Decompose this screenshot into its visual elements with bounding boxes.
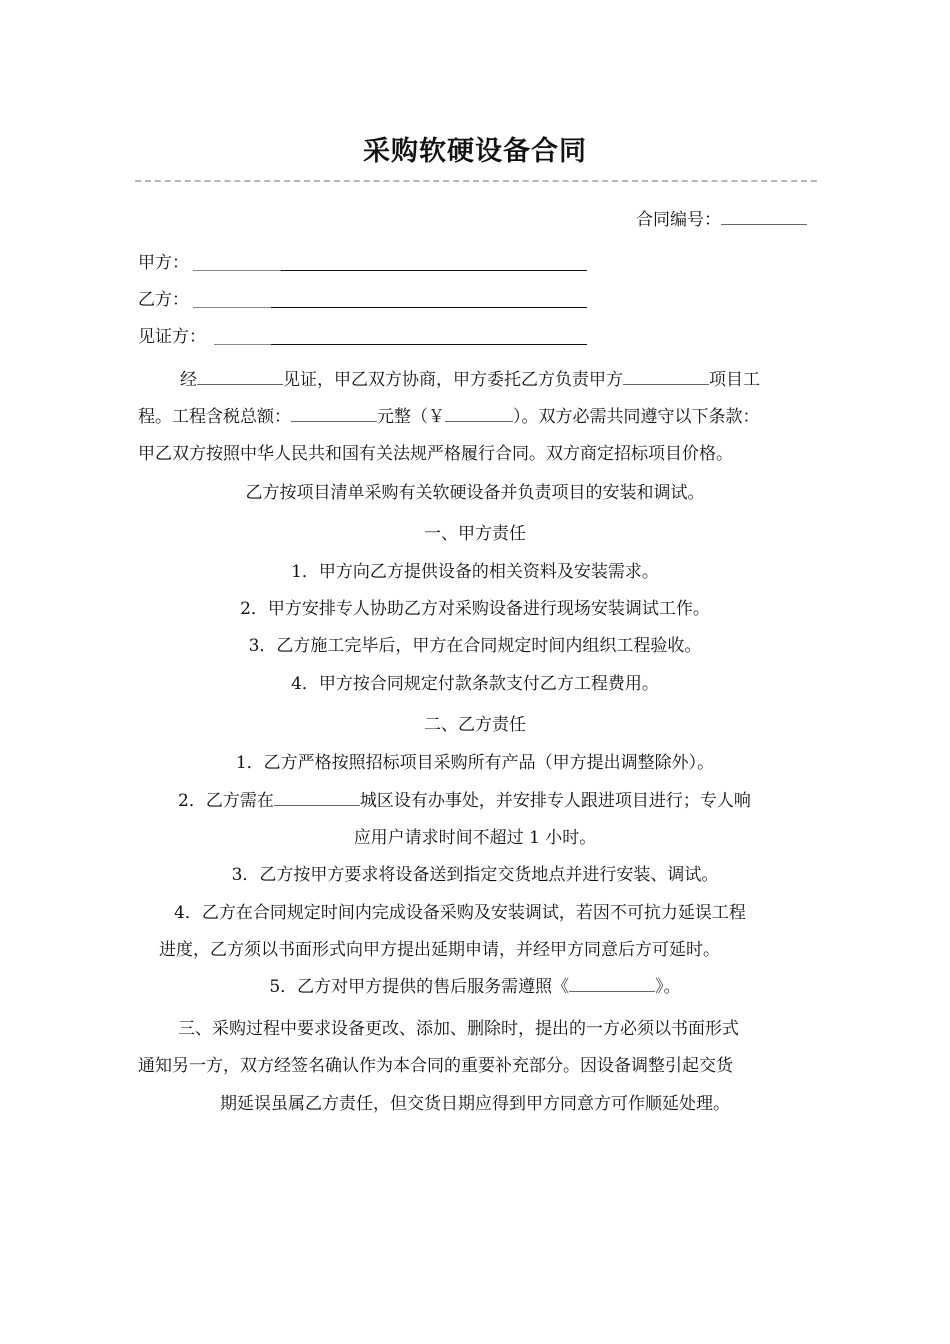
section-3-line-2: 通知另一方，双方经签名确认作为本合同的重要补充部分。因设备调整引起交货	[138, 1056, 733, 1076]
section-2-item-2-line-2: 应用户请求时间不超过 1 小时。	[353, 828, 597, 848]
service-standard-blank[interactable]	[569, 975, 655, 992]
total-amount-words-blank[interactable]	[291, 405, 377, 422]
witness-name-blank[interactable]	[197, 368, 283, 385]
party-b-prefix-line	[193, 307, 271, 308]
intro-text: 见证，甲乙双方协商，甲方委托乙方负责甲方	[283, 370, 623, 390]
party-a-label: 甲方：	[138, 253, 189, 273]
section-3-line-3: 期延误虽属乙方责任，但交货日期应得到甲方同意方可作顺延处理。	[220, 1094, 730, 1114]
total-amount-figure-blank[interactable]	[445, 405, 513, 422]
office-city-blank[interactable]	[274, 789, 360, 806]
intro-text: 项目工	[709, 370, 760, 390]
intro-line-2	[138, 405, 760, 429]
section-3-line-1: 三、采购过程中要求设备更改、添加、删除时，提出的一方必须以书面形式	[178, 1019, 739, 1039]
contract-number-blank[interactable]	[721, 208, 807, 225]
party-a-prefix-line	[193, 270, 281, 271]
item-text: 城区设有办事处，并安排专人跟进项目进行；专人响	[359, 791, 751, 811]
section-2-item-4-line-1: 4．乙方在合同规定时间内完成设备采购及安装调试，若因不可抗力延误工程	[174, 903, 746, 923]
intro-line-4: 乙方按项目清单采购有关软硬设备并负责项目的安装和调试。	[245, 483, 705, 503]
party-b-label: 乙方：	[138, 290, 189, 310]
project-name-blank[interactable]	[623, 368, 709, 385]
title-dashed-divider	[135, 180, 817, 182]
section-2-item-2-line-1	[178, 789, 751, 813]
intro-text: 程。工程含税总额：	[138, 407, 291, 427]
section-1-item: 3．乙方施工完毕后，甲方在合同规定时间内组织工程验收。	[248, 636, 702, 656]
contract-number-row	[636, 208, 807, 232]
item-text: 》。	[655, 977, 681, 997]
section-2-item-5	[0, 975, 950, 999]
item-text: 2．乙方需在	[178, 791, 274, 811]
section-1-item: 1．甲方向乙方提供设备的相关资料及安装需求。	[291, 562, 659, 582]
witness-prefix-line	[214, 344, 271, 345]
section-1-heading: 一、甲方责任	[424, 524, 526, 544]
contract-number-label: 合同编号：	[636, 210, 721, 230]
intro-text: 经	[180, 370, 197, 390]
intro-line-3: 甲乙双方按照中华人民共和国有关法规严格履行合同。双方商定招标项目价格。	[138, 444, 733, 464]
section-1-item: 2．甲方安排专人协助乙方对采购设备进行现场安装调试工作。	[240, 599, 710, 619]
section-2-item-1: 1．乙方严格按照招标项目采购所有产品（甲方提出调整除外）。	[235, 753, 715, 773]
intro-line-1	[180, 368, 760, 392]
party-b-blank[interactable]	[271, 307, 587, 308]
document-title: 采购软硬设备合同	[363, 136, 587, 167]
section-1-item: 4．甲方按合同规定付款条款支付乙方工程费用。	[291, 674, 659, 694]
section-2-heading: 二、乙方责任	[424, 715, 526, 735]
witness-label: 见证方：	[138, 327, 206, 347]
party-a-blank[interactable]	[281, 270, 587, 271]
section-2-item-3: 3．乙方按甲方要求将设备送到指定交货地点并进行安装、调试。	[231, 865, 719, 885]
intro-text: 元整（￥	[377, 407, 445, 427]
witness-blank[interactable]	[271, 344, 587, 345]
intro-text: ）。双方必需共同遵守以下条款：	[513, 407, 760, 427]
section-2-item-4-line-2: 进度，乙方须以书面形式向甲方提出延期申请，并经甲方同意后方可延时。	[159, 940, 720, 960]
item-text: 5．乙方对甲方提供的售后服务需遵照《	[269, 977, 570, 997]
